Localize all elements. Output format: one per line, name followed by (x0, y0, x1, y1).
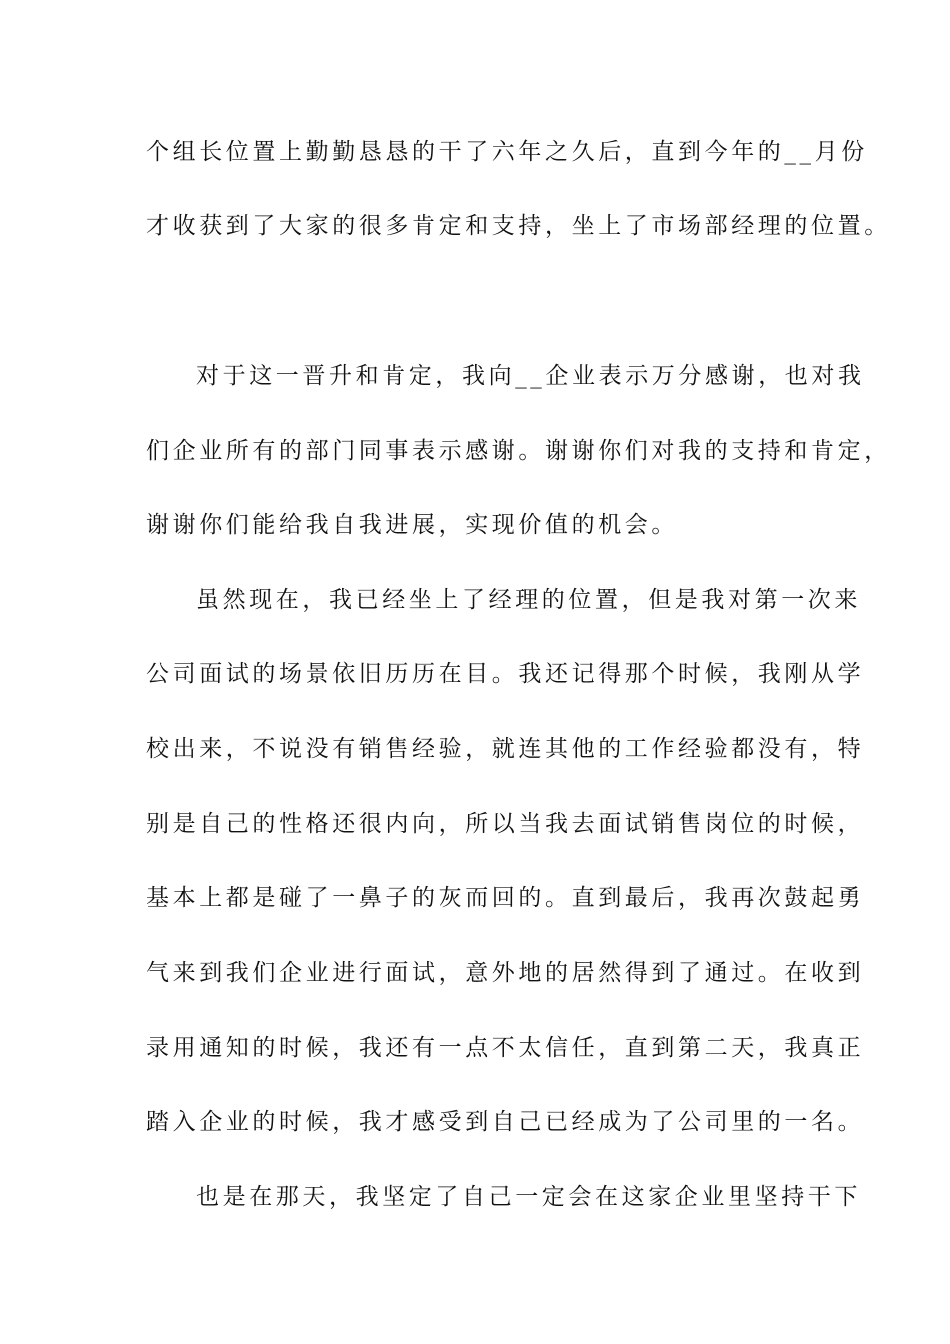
text-line: 气来到我们企业进行面试，意外地的居然得到了通过。在收到 (146, 960, 865, 986)
text-line: 公司面试的场景依旧历历在目。我还记得那个时候，我刚从学 (146, 661, 865, 687)
text-line: 录用通知的时候，我还有一点不太信任，直到第二天，我真正 (146, 1035, 865, 1061)
text-line: 别是自己的性格还很内向，所以当我去面试销售岗位的时候， (146, 811, 865, 837)
paragraph-first-line: 也是在那天，我坚定了自己一定会在这家企业里坚持干下 (196, 1184, 861, 1210)
text-line: 个组长位置上勤勤恳恳的干了六年之久后，直到今年的__月份 (146, 139, 868, 165)
text-line: 踏入企业的时候，我才感受到自己已经成为了公司里的一名。 (146, 1109, 865, 1135)
paragraph-first-line: 虽然现在，我已经坐上了经理的位置，但是我对第一次来 (196, 587, 861, 613)
text-line: 谢谢你们能给我自我进展，实现价值的机会。 (146, 512, 678, 538)
text-line: 才收获到了大家的很多肯定和支持，坐上了市场部经理的位置。 (146, 213, 891, 239)
paragraph-first-line: 对于这一晋升和肯定，我向__企业表示万分感谢，也对我 (196, 363, 865, 389)
text-line: 们企业所有的部门同事表示感谢。谢谢你们对我的支持和肯定， (146, 438, 891, 464)
text-line: 基本上都是碰了一鼻子的灰而回的。直到最后，我再次鼓起勇 (146, 885, 865, 911)
text-line: 校出来，不说没有销售经验，就连其他的工作经验都没有，特 (146, 736, 865, 762)
